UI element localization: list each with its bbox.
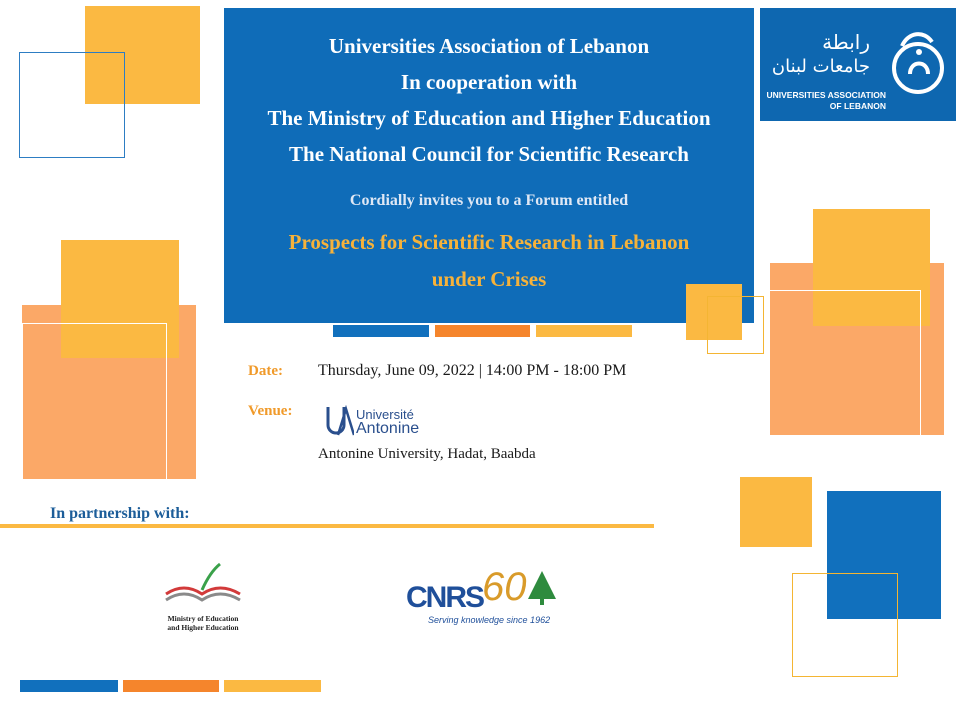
deco-square-yellow <box>740 477 812 547</box>
venue-value: Antonine University, Hadat, Baabda <box>318 446 536 462</box>
footer-bar-orange <box>123 680 219 692</box>
partnership-heading: In partnership with: <box>50 505 190 522</box>
cnrs-wordmark: CNRS <box>406 581 484 614</box>
cooperation-text: In cooperation with <box>400 70 578 94</box>
antonine-logo-line2: Antonine <box>356 420 420 437</box>
invite-text: Cordially invites you to a Forum entitled <box>349 192 629 209</box>
deco-outline-white <box>22 323 167 480</box>
forum-title: Prospects for Scientific Research in Lebanon <box>288 230 690 254</box>
antonine-logo <box>324 403 444 441</box>
divider-bar-yellow <box>536 325 632 337</box>
ual-arabic-line2: جامعات لبنان <box>771 56 870 77</box>
antonine-emblem-icon <box>324 405 354 439</box>
partnership-divider <box>0 524 654 528</box>
divider-bar-orange <box>435 325 530 337</box>
venue-label: Venue: <box>248 403 293 419</box>
ministry-name: The Ministry of Education and Higher Education <box>267 106 711 130</box>
organizer-name: Universities Association of Lebanon <box>328 34 650 58</box>
footer-bar-blue <box>20 680 118 692</box>
cnrs-logo <box>406 563 566 629</box>
ual-arabic-line1: رابطة <box>822 30 870 54</box>
date-label: Date: <box>248 363 283 379</box>
divider-bar-blue <box>333 325 429 337</box>
footer-bar-yellow <box>224 680 321 692</box>
council-name: The National Council for Scientific Research <box>289 142 689 166</box>
forum-title-cont: under Crises <box>431 267 547 291</box>
open-book-icon <box>158 560 248 612</box>
ministry-logo-line2: and Higher Education <box>167 623 239 632</box>
ual-english-line1: UNIVERSITIES ASSOCIATION <box>766 90 886 100</box>
cnrs-anniversary: 60 <box>482 565 527 609</box>
cedar-tree-icon <box>522 569 562 609</box>
deco-outline-yellow <box>707 296 764 354</box>
ual-logo <box>760 8 956 121</box>
ual-emblem-icon <box>888 24 948 104</box>
cnrs-tagline: Serving knowledge since 1962 <box>428 615 551 625</box>
invitation-banner <box>224 8 754 323</box>
deco-outline-blue <box>19 52 125 158</box>
ministry-logo <box>158 560 248 640</box>
date-value: Thursday, June 09, 2022 | 14:00 PM - 18:00 PM <box>318 362 627 379</box>
ual-english-line2: OF LEBANON <box>829 101 886 111</box>
ministry-logo-line1: Ministry of Education <box>167 614 239 623</box>
deco-outline-yellow <box>792 573 898 677</box>
antonine-logo-line1: Université <box>356 407 414 422</box>
